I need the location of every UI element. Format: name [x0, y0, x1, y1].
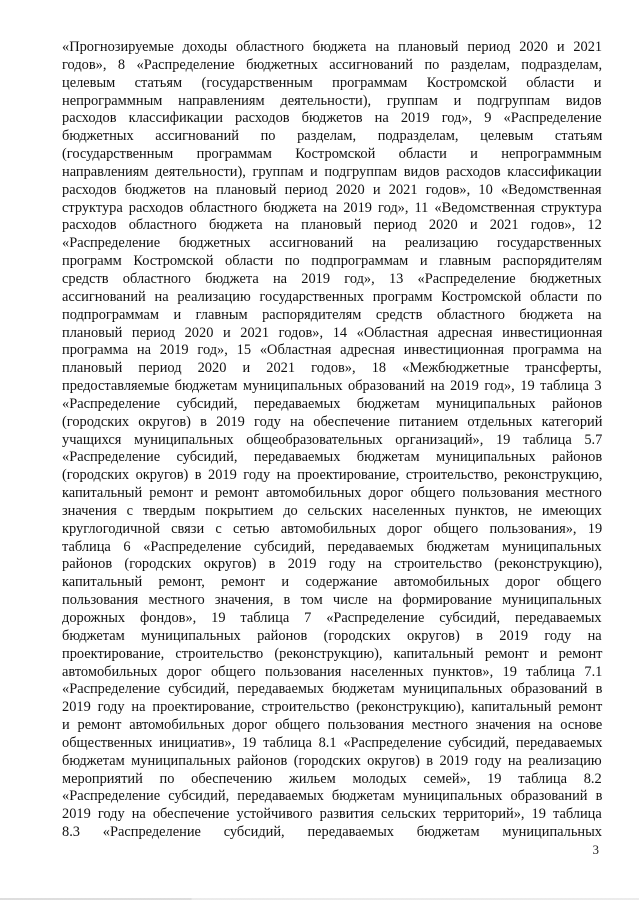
text-line: бюджетам муниципальных районов (городских округов) в 2019 году на реализацию — [62, 752, 602, 769]
text-line: средств областного бюджета на 2019 год», 13 «Распределение бюджетных — [62, 270, 602, 287]
text-line: «Распределение субсидий, передаваемых бюджетам муниципальных районов — [62, 395, 603, 412]
text-line: и ремонт автомобильных дорог общего пользования местного значения на основе — [62, 717, 603, 734]
text-line: капитальный ремонт и ремонт автомобильных дорог общего пользования местного — [62, 485, 602, 502]
text-line: «Распределение субсидий, передаваемых бюджетам муниципальных районов — [62, 449, 603, 466]
text-line: бюджетам муниципальных районов (городских округов) в 2019 году на — [62, 627, 602, 644]
text-line: 2019 году на проектирование, строительство (реконструкцию), капитальный ремонт — [62, 699, 603, 716]
text-line: ассигнований на реализацию государственных программ Костромской области по — [62, 288, 602, 305]
body-paragraph — [62, 39, 602, 842]
text-line: учащихся муниципальных общеобразовательных организаций», 19 таблица 5.7 — [62, 431, 603, 448]
text-line: бюджетных ассигнований по разделам, подразделам, целевым статьям — [62, 128, 603, 145]
text-line: мероприятий по обеспечению жильем молодых семей», 19 таблица 8.2 — [62, 770, 602, 787]
text-line: «Распределение бюджетных ассигнований на реализацию государственных — [62, 235, 602, 252]
text-line: (государственным программам Костромской области и непрограммным — [62, 146, 602, 163]
text-line: автомобильных дорог общего пользования населенных пунктов», 19 таблица 7.1 — [62, 663, 603, 680]
scan-edge — [0, 898, 639, 900]
text-line: целевым статьям (государственным программам Костромской области и — [62, 74, 602, 91]
text-line: круглогодичной связи с сетью автомобильных дорог общего пользования», 19 — [62, 520, 603, 537]
page-number: 3 — [592, 842, 599, 857]
text-line: 2019 году на обеспечение устойчивого развития сельских территорий», 19 таблица — [62, 806, 602, 823]
text-line: (городских округов) в 2019 году на проектирование, строительство, реконструкцию, — [62, 467, 603, 484]
text-line: предоставляемые бюджетам муниципальных образований на 2019 год», 19 таблица 3 — [62, 378, 602, 395]
text-line: (городских округов) в 2019 году на обеспечение питанием отдельных категорий — [62, 413, 603, 430]
text-line: плановый период 2020 и 2021 годов», 18 «Межбюджетные трансферты, — [62, 360, 602, 377]
text-line: «Прогнозируемые доходы областного бюджета на плановый период 2020 и 2021 — [62, 39, 603, 55]
text-line: годов», 8 «Распределение бюджетных ассигнований по разделам, подразделам, — [62, 56, 603, 73]
text-line: капитальный ремонт, ремонт и содержание автомобильных дорог общего — [62, 574, 602, 591]
text-line: подпрограммам и главным распорядителям средств областного бюджета на — [62, 306, 602, 323]
text-line: пользования местного значения, в том числе на формирование муниципальных — [62, 592, 602, 609]
text-line: значения с твердым покрытием до сельских населенных пунктов, не имеющих — [62, 502, 602, 519]
text-line: «Распределение субсидий, передаваемых бюджетам муниципальных образований в — [62, 681, 603, 698]
text-line: дорожных фондов», 19 таблица 7 «Распределение субсидий, передаваемых — [62, 610, 602, 626]
text-line: районов (городских округов) в 2019 году на строительство (реконструкцию), — [62, 556, 603, 573]
text-line: расходов областного бюджета на плановый период 2020 и 2021 годов», 12 — [62, 217, 602, 234]
text-line: структура расходов областного бюджета на 2019 год», 11 «Ведомственная структура — [62, 199, 602, 216]
text-line: 8.3 «Распределение субсидий, передаваемых бюджетам муниципальных — [62, 824, 602, 841]
text-line: общественных инициатив», 19 таблица 8.1 «Распределение субсидий, передаваемых — [62, 734, 603, 751]
text-line: «Распределение субсидий, передаваемых бюджетам муниципальных образований в — [62, 788, 603, 805]
text-line: расходов бюджетов на плановый период 2020 и 2021 годов», 10 «Ведомственная — [62, 181, 602, 198]
text-line: программ Костромской области по подпрограммам и главным распорядителям — [62, 253, 603, 270]
text-line: расходов классификации расходов бюджетов на 2019 год», 9 «Распределение — [62, 110, 602, 127]
text-line: плановый период 2020 и 2021 годов», 14 «Областная адресная инвестиционная — [62, 324, 603, 341]
text-line: непрограммным направлениям деятельности), группам и подгруппам видов — [62, 92, 602, 109]
text-line: программа на 2019 год», 15 «Областная адресная инвестиционная программа на — [62, 342, 602, 359]
text-line: направлениям деятельности), группам и подгруппам видов расходов классификации — [62, 163, 602, 180]
text-line: проектирование, строительство (реконструкцию), капитальный ремонт и ремонт — [62, 645, 603, 662]
text-line: таблица 6 «Распределение субсидий, передаваемых бюджетам муниципальных — [62, 538, 602, 555]
